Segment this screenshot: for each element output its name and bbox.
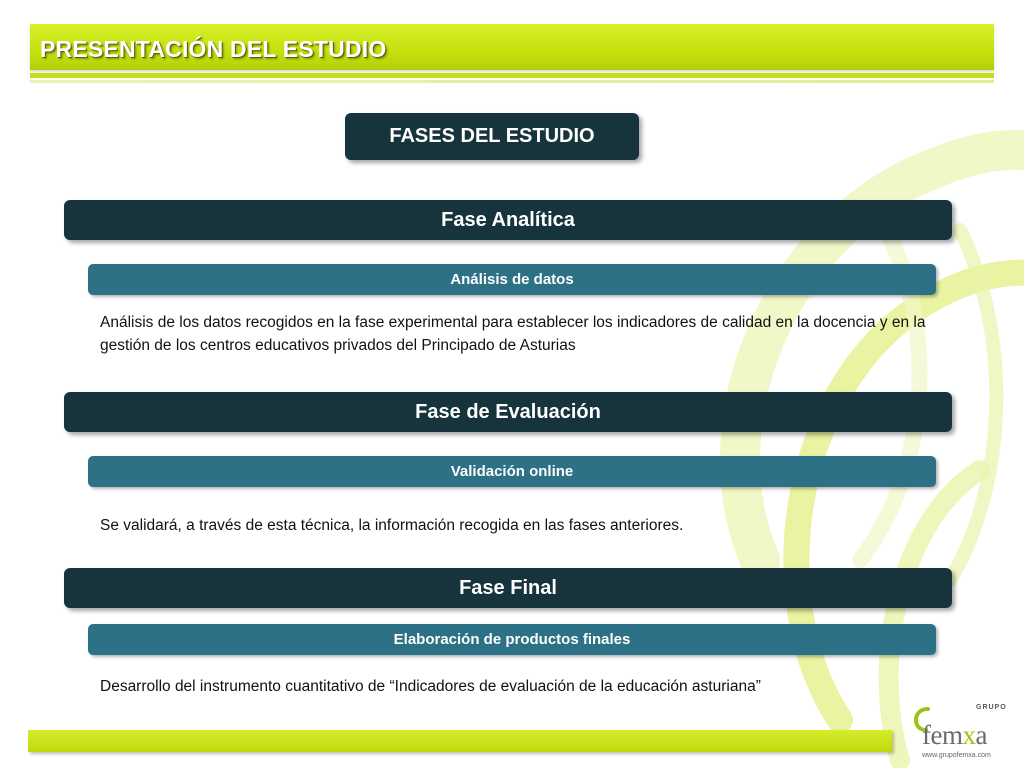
header-shadow	[30, 80, 994, 83]
phase-description-final: Desarrollo del instrumento cuantitativo de “Indicadores de evaluación de la educación asturiana”	[100, 678, 761, 695]
phase-description-analitica: Análisis de los datos recogidos en la fase experimental para establecer los indicadores de calidad en la docencia y en la gestión de los centros educativos privados del Principado de Asturias	[100, 314, 926, 354]
header-underline	[30, 73, 994, 78]
section-heading: FASES DEL ESTUDIO	[345, 113, 639, 160]
page-title: PRESENTACIÓN DEL ESTUDIO	[40, 36, 387, 62]
logo-url: www.grupofemxa.com	[922, 752, 991, 759]
phase-title-evaluacion: Fase de Evaluación	[64, 392, 952, 432]
femxa-logo	[908, 700, 1020, 764]
phase-description-evaluacion: Se validará, a través de esta técnica, la información recogida en las fases anteriores.	[100, 517, 684, 534]
phase-subtitle-evaluacion: Validación online	[88, 456, 936, 487]
logo-group-label: GRUPO	[976, 704, 1007, 711]
phase-subtitle-analitica: Análisis de datos	[88, 264, 936, 295]
phase-title-analitica: Fase Analítica	[64, 200, 952, 240]
logo-wordmark: femxa	[922, 720, 987, 750]
phase-title-final: Fase Final	[64, 568, 952, 608]
phase-subtitle-final: Elaboración de productos finales	[88, 624, 936, 655]
footer-bar	[28, 730, 892, 752]
